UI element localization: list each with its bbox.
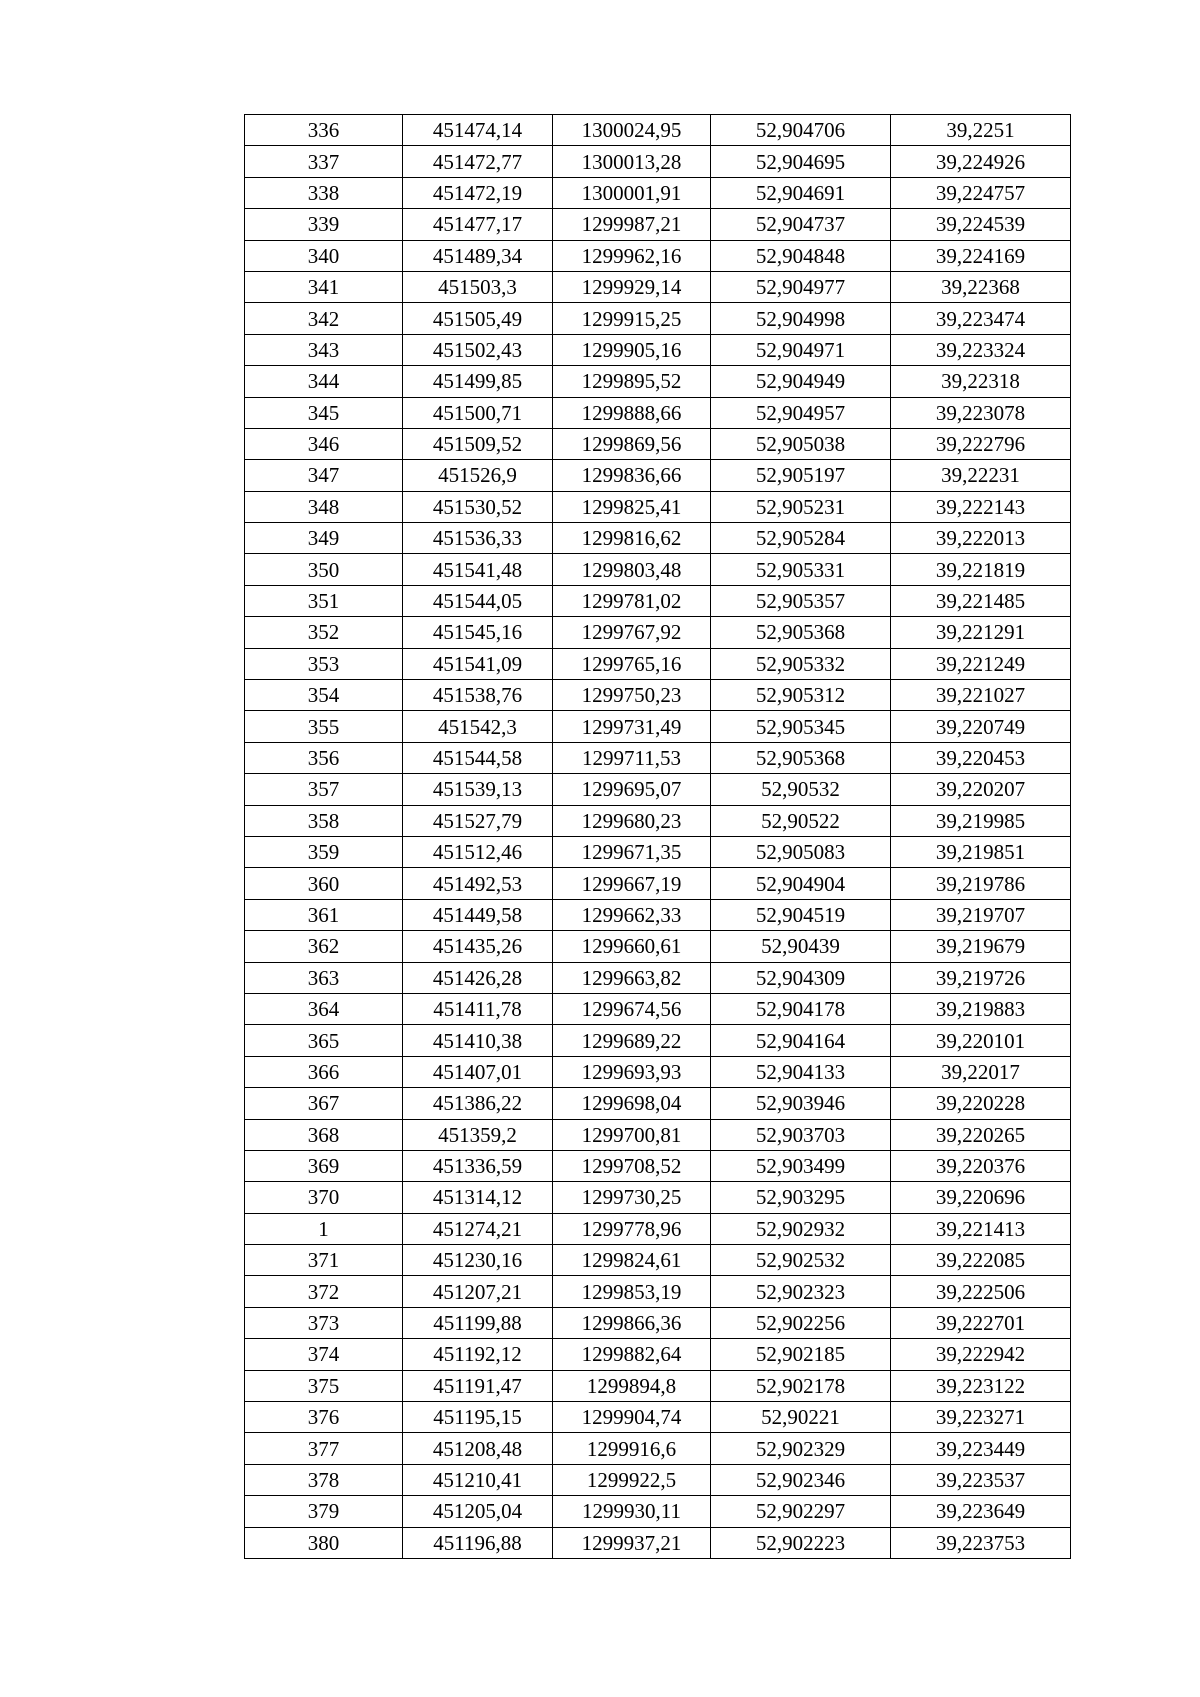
latitude-cell: 52,905284 — [711, 523, 891, 554]
y-coordinate-cell: 1300013,28 — [553, 146, 711, 177]
point-number-cell: 345 — [245, 397, 403, 428]
x-coordinate-cell: 451314,12 — [403, 1182, 553, 1213]
point-number-cell: 357 — [245, 774, 403, 805]
table-row — [245, 1433, 1071, 1464]
x-coordinate-cell: 451499,85 — [403, 366, 553, 397]
y-coordinate-cell: 1299894,8 — [553, 1370, 711, 1401]
point-number-cell: 368 — [245, 1119, 403, 1150]
latitude-cell: 52,904949 — [711, 366, 891, 397]
table-row — [245, 648, 1071, 679]
table-row — [245, 868, 1071, 899]
y-coordinate-cell: 1299663,82 — [553, 962, 711, 993]
longitude-cell: 39,222942 — [891, 1339, 1071, 1370]
table-row — [245, 1402, 1071, 1433]
table-row — [245, 460, 1071, 491]
x-coordinate-cell: 451512,46 — [403, 836, 553, 867]
x-coordinate-cell: 451207,21 — [403, 1276, 553, 1307]
x-coordinate-cell: 451359,2 — [403, 1119, 553, 1150]
y-coordinate-cell: 1300024,95 — [553, 115, 711, 146]
table-row — [245, 554, 1071, 585]
point-number-cell: 336 — [245, 115, 403, 146]
x-coordinate-cell: 451449,58 — [403, 899, 553, 930]
table-row — [245, 491, 1071, 522]
point-number-cell: 359 — [245, 836, 403, 867]
y-coordinate-cell: 1299730,25 — [553, 1182, 711, 1213]
x-coordinate-cell: 451538,76 — [403, 680, 553, 711]
point-number-cell: 375 — [245, 1370, 403, 1401]
point-number-cell: 356 — [245, 742, 403, 773]
point-number-cell: 369 — [245, 1150, 403, 1181]
table-row — [245, 146, 1071, 177]
latitude-cell: 52,904695 — [711, 146, 891, 177]
table-row — [245, 1464, 1071, 1495]
table-row — [245, 1245, 1071, 1276]
latitude-cell: 52,902329 — [711, 1433, 891, 1464]
longitude-cell: 39,220749 — [891, 711, 1071, 742]
x-coordinate-cell: 451544,58 — [403, 742, 553, 773]
point-number-cell: 370 — [245, 1182, 403, 1213]
longitude-cell: 39,223271 — [891, 1402, 1071, 1433]
y-coordinate-cell: 1299895,52 — [553, 366, 711, 397]
point-number-cell: 344 — [245, 366, 403, 397]
x-coordinate-cell: 451205,04 — [403, 1496, 553, 1527]
table-row — [245, 177, 1071, 208]
latitude-cell: 52,904977 — [711, 271, 891, 302]
point-number-cell: 355 — [245, 711, 403, 742]
table-row — [245, 1119, 1071, 1150]
table-row — [245, 366, 1071, 397]
y-coordinate-cell: 1299836,66 — [553, 460, 711, 491]
x-coordinate-cell: 451544,05 — [403, 585, 553, 616]
longitude-cell: 39,219883 — [891, 993, 1071, 1024]
latitude-cell: 52,904706 — [711, 115, 891, 146]
table-row — [245, 1276, 1071, 1307]
table-row — [245, 774, 1071, 805]
y-coordinate-cell: 1299869,56 — [553, 428, 711, 459]
table-row — [245, 1339, 1071, 1370]
table-row — [245, 1307, 1071, 1338]
x-coordinate-cell: 451536,33 — [403, 523, 553, 554]
latitude-cell: 52,90522 — [711, 805, 891, 836]
x-coordinate-cell: 451195,15 — [403, 1402, 553, 1433]
x-coordinate-cell: 451196,88 — [403, 1527, 553, 1558]
latitude-cell: 52,902932 — [711, 1213, 891, 1244]
latitude-cell: 52,902178 — [711, 1370, 891, 1401]
latitude-cell: 52,905038 — [711, 428, 891, 459]
longitude-cell: 39,223474 — [891, 303, 1071, 334]
table-row — [245, 1150, 1071, 1181]
y-coordinate-cell: 1299937,21 — [553, 1527, 711, 1558]
x-coordinate-cell: 451472,19 — [403, 177, 553, 208]
y-coordinate-cell: 1299929,14 — [553, 271, 711, 302]
latitude-cell: 52,902297 — [711, 1496, 891, 1527]
x-coordinate-cell: 451492,53 — [403, 868, 553, 899]
longitude-cell: 39,223078 — [891, 397, 1071, 428]
longitude-cell: 39,2251 — [891, 115, 1071, 146]
longitude-cell: 39,22017 — [891, 1056, 1071, 1087]
table-row — [245, 271, 1071, 302]
longitude-cell: 39,223449 — [891, 1433, 1071, 1464]
y-coordinate-cell: 1299803,48 — [553, 554, 711, 585]
longitude-cell: 39,223649 — [891, 1496, 1071, 1527]
point-number-cell: 376 — [245, 1402, 403, 1433]
point-number-cell: 351 — [245, 585, 403, 616]
point-number-cell: 380 — [245, 1527, 403, 1558]
longitude-cell: 39,219707 — [891, 899, 1071, 930]
longitude-cell: 39,223537 — [891, 1464, 1071, 1495]
point-number-cell: 378 — [245, 1464, 403, 1495]
point-number-cell: 338 — [245, 177, 403, 208]
y-coordinate-cell: 1299962,16 — [553, 240, 711, 271]
table-row — [245, 931, 1071, 962]
latitude-cell: 52,904998 — [711, 303, 891, 334]
table-row — [245, 711, 1071, 742]
y-coordinate-cell: 1299708,52 — [553, 1150, 711, 1181]
point-number-cell: 367 — [245, 1088, 403, 1119]
table-row — [245, 899, 1071, 930]
longitude-cell: 39,220265 — [891, 1119, 1071, 1150]
y-coordinate-cell: 1299698,04 — [553, 1088, 711, 1119]
y-coordinate-cell: 1299671,35 — [553, 836, 711, 867]
table-row — [245, 303, 1071, 334]
x-coordinate-cell: 451526,9 — [403, 460, 553, 491]
longitude-cell: 39,219985 — [891, 805, 1071, 836]
longitude-cell: 39,219679 — [891, 931, 1071, 962]
latitude-cell: 52,904178 — [711, 993, 891, 1024]
latitude-cell: 52,904848 — [711, 240, 891, 271]
x-coordinate-cell: 451208,48 — [403, 1433, 553, 1464]
x-coordinate-cell: 451545,16 — [403, 617, 553, 648]
table-row — [245, 428, 1071, 459]
table-row — [245, 1056, 1071, 1087]
y-coordinate-cell: 1299765,16 — [553, 648, 711, 679]
latitude-cell: 52,90221 — [711, 1402, 891, 1433]
longitude-cell: 39,220228 — [891, 1088, 1071, 1119]
x-coordinate-cell: 451230,16 — [403, 1245, 553, 1276]
longitude-cell: 39,219726 — [891, 962, 1071, 993]
point-number-cell: 379 — [245, 1496, 403, 1527]
x-coordinate-cell: 451386,22 — [403, 1088, 553, 1119]
latitude-cell: 52,903499 — [711, 1150, 891, 1181]
latitude-cell: 52,903295 — [711, 1182, 891, 1213]
point-number-cell: 360 — [245, 868, 403, 899]
x-coordinate-cell: 451502,43 — [403, 334, 553, 365]
x-coordinate-cell: 451426,28 — [403, 962, 553, 993]
y-coordinate-cell: 1299695,07 — [553, 774, 711, 805]
latitude-cell: 52,903946 — [711, 1088, 891, 1119]
x-coordinate-cell: 451503,3 — [403, 271, 553, 302]
longitude-cell: 39,219786 — [891, 868, 1071, 899]
y-coordinate-cell: 1299866,36 — [553, 1307, 711, 1338]
table-row — [245, 742, 1071, 773]
latitude-cell: 52,903703 — [711, 1119, 891, 1150]
coordinates-table-body — [245, 115, 1071, 1559]
longitude-cell: 39,22318 — [891, 366, 1071, 397]
y-coordinate-cell: 1299674,56 — [553, 993, 711, 1024]
point-number-cell: 350 — [245, 554, 403, 585]
table-row — [245, 680, 1071, 711]
y-coordinate-cell: 1299904,74 — [553, 1402, 711, 1433]
latitude-cell: 52,902185 — [711, 1339, 891, 1370]
point-number-cell: 365 — [245, 1025, 403, 1056]
y-coordinate-cell: 1299930,11 — [553, 1496, 711, 1527]
y-coordinate-cell: 1299660,61 — [553, 931, 711, 962]
latitude-cell: 52,905332 — [711, 648, 891, 679]
latitude-cell: 52,902223 — [711, 1527, 891, 1558]
y-coordinate-cell: 1299667,19 — [553, 868, 711, 899]
latitude-cell: 52,90532 — [711, 774, 891, 805]
x-coordinate-cell: 451274,21 — [403, 1213, 553, 1244]
x-coordinate-cell: 451505,49 — [403, 303, 553, 334]
longitude-cell: 39,220101 — [891, 1025, 1071, 1056]
longitude-cell: 39,222796 — [891, 428, 1071, 459]
latitude-cell: 52,905357 — [711, 585, 891, 616]
table-row — [245, 523, 1071, 554]
point-number-cell: 353 — [245, 648, 403, 679]
y-coordinate-cell: 1299778,96 — [553, 1213, 711, 1244]
latitude-cell: 52,905345 — [711, 711, 891, 742]
y-coordinate-cell: 1300001,91 — [553, 177, 711, 208]
latitude-cell: 52,904309 — [711, 962, 891, 993]
y-coordinate-cell: 1299888,66 — [553, 397, 711, 428]
table-row — [245, 397, 1071, 428]
table-row — [245, 585, 1071, 616]
table-row — [245, 1182, 1071, 1213]
table-row — [245, 1213, 1071, 1244]
point-number-cell: 372 — [245, 1276, 403, 1307]
latitude-cell: 52,904904 — [711, 868, 891, 899]
y-coordinate-cell: 1299662,33 — [553, 899, 711, 930]
table-row — [245, 334, 1071, 365]
y-coordinate-cell: 1299693,93 — [553, 1056, 711, 1087]
longitude-cell: 39,221485 — [891, 585, 1071, 616]
longitude-cell: 39,221291 — [891, 617, 1071, 648]
table-row — [245, 805, 1071, 836]
x-coordinate-cell: 451539,13 — [403, 774, 553, 805]
table-row — [245, 1527, 1071, 1558]
table-row — [245, 115, 1071, 146]
latitude-cell: 52,90439 — [711, 931, 891, 962]
latitude-cell: 52,902532 — [711, 1245, 891, 1276]
latitude-cell: 52,905083 — [711, 836, 891, 867]
y-coordinate-cell: 1299700,81 — [553, 1119, 711, 1150]
longitude-cell: 39,222085 — [891, 1245, 1071, 1276]
latitude-cell: 52,904519 — [711, 899, 891, 930]
latitude-cell: 52,904691 — [711, 177, 891, 208]
x-coordinate-cell: 451210,41 — [403, 1464, 553, 1495]
table-row — [245, 240, 1071, 271]
point-number-cell: 342 — [245, 303, 403, 334]
point-number-cell: 349 — [245, 523, 403, 554]
longitude-cell: 39,219851 — [891, 836, 1071, 867]
x-coordinate-cell: 451336,59 — [403, 1150, 553, 1181]
latitude-cell: 52,905231 — [711, 491, 891, 522]
y-coordinate-cell: 1299689,22 — [553, 1025, 711, 1056]
longitude-cell: 39,224757 — [891, 177, 1071, 208]
longitude-cell: 39,220453 — [891, 742, 1071, 773]
longitude-cell: 39,221413 — [891, 1213, 1071, 1244]
latitude-cell: 52,904971 — [711, 334, 891, 365]
latitude-cell: 52,904164 — [711, 1025, 891, 1056]
x-coordinate-cell: 451474,14 — [403, 115, 553, 146]
x-coordinate-cell: 451472,77 — [403, 146, 553, 177]
y-coordinate-cell: 1299680,23 — [553, 805, 711, 836]
x-coordinate-cell: 451542,3 — [403, 711, 553, 742]
table-row — [245, 1370, 1071, 1401]
x-coordinate-cell: 451411,78 — [403, 993, 553, 1024]
y-coordinate-cell: 1299905,16 — [553, 334, 711, 365]
latitude-cell: 52,905331 — [711, 554, 891, 585]
point-number-cell: 358 — [245, 805, 403, 836]
y-coordinate-cell: 1299781,02 — [553, 585, 711, 616]
x-coordinate-cell: 451407,01 — [403, 1056, 553, 1087]
longitude-cell: 39,221027 — [891, 680, 1071, 711]
longitude-cell: 39,223122 — [891, 1370, 1071, 1401]
y-coordinate-cell: 1299916,6 — [553, 1433, 711, 1464]
latitude-cell: 52,904133 — [711, 1056, 891, 1087]
x-coordinate-cell: 451509,52 — [403, 428, 553, 459]
point-number-cell: 343 — [245, 334, 403, 365]
latitude-cell: 52,905368 — [711, 742, 891, 773]
latitude-cell: 52,905312 — [711, 680, 891, 711]
point-number-cell: 361 — [245, 899, 403, 930]
table-row — [245, 1025, 1071, 1056]
y-coordinate-cell: 1299767,92 — [553, 617, 711, 648]
y-coordinate-cell: 1299915,25 — [553, 303, 711, 334]
point-number-cell: 340 — [245, 240, 403, 271]
y-coordinate-cell: 1299750,23 — [553, 680, 711, 711]
y-coordinate-cell: 1299711,53 — [553, 742, 711, 773]
point-number-cell: 377 — [245, 1433, 403, 1464]
longitude-cell: 39,22368 — [891, 271, 1071, 302]
table-row — [245, 1088, 1071, 1119]
point-number-cell: 362 — [245, 931, 403, 962]
x-coordinate-cell: 451527,79 — [403, 805, 553, 836]
y-coordinate-cell: 1299882,64 — [553, 1339, 711, 1370]
longitude-cell: 39,221819 — [891, 554, 1071, 585]
longitude-cell: 39,223324 — [891, 334, 1071, 365]
x-coordinate-cell: 451489,34 — [403, 240, 553, 271]
x-coordinate-cell: 451530,52 — [403, 491, 553, 522]
point-number-cell: 347 — [245, 460, 403, 491]
x-coordinate-cell: 451199,88 — [403, 1307, 553, 1338]
latitude-cell: 52,904737 — [711, 209, 891, 240]
y-coordinate-cell: 1299922,5 — [553, 1464, 711, 1495]
y-coordinate-cell: 1299825,41 — [553, 491, 711, 522]
point-number-cell: 354 — [245, 680, 403, 711]
x-coordinate-cell: 451191,47 — [403, 1370, 553, 1401]
longitude-cell: 39,222013 — [891, 523, 1071, 554]
y-coordinate-cell: 1299816,62 — [553, 523, 711, 554]
latitude-cell: 52,902346 — [711, 1464, 891, 1495]
x-coordinate-cell: 451500,71 — [403, 397, 553, 428]
point-number-cell: 348 — [245, 491, 403, 522]
table-row — [245, 1496, 1071, 1527]
point-number-cell: 363 — [245, 962, 403, 993]
point-number-cell: 337 — [245, 146, 403, 177]
y-coordinate-cell: 1299731,49 — [553, 711, 711, 742]
latitude-cell: 52,902323 — [711, 1276, 891, 1307]
longitude-cell: 39,220376 — [891, 1150, 1071, 1181]
x-coordinate-cell: 451410,38 — [403, 1025, 553, 1056]
point-number-cell: 364 — [245, 993, 403, 1024]
table-row — [245, 962, 1071, 993]
x-coordinate-cell: 451477,17 — [403, 209, 553, 240]
longitude-cell: 39,221249 — [891, 648, 1071, 679]
table-row — [245, 836, 1071, 867]
point-number-cell: 346 — [245, 428, 403, 459]
y-coordinate-cell: 1299824,61 — [553, 1245, 711, 1276]
longitude-cell: 39,220207 — [891, 774, 1071, 805]
coordinates-table — [244, 114, 1071, 1559]
latitude-cell: 52,905197 — [711, 460, 891, 491]
longitude-cell: 39,224169 — [891, 240, 1071, 271]
longitude-cell: 39,222506 — [891, 1276, 1071, 1307]
y-coordinate-cell: 1299987,21 — [553, 209, 711, 240]
x-coordinate-cell: 451541,09 — [403, 648, 553, 679]
longitude-cell: 39,223753 — [891, 1527, 1071, 1558]
point-number-cell: 374 — [245, 1339, 403, 1370]
y-coordinate-cell: 1299853,19 — [553, 1276, 711, 1307]
x-coordinate-cell: 451192,12 — [403, 1339, 553, 1370]
point-number-cell: 1 — [245, 1213, 403, 1244]
longitude-cell: 39,222701 — [891, 1307, 1071, 1338]
point-number-cell: 352 — [245, 617, 403, 648]
x-coordinate-cell: 451541,48 — [403, 554, 553, 585]
point-number-cell: 339 — [245, 209, 403, 240]
latitude-cell: 52,905368 — [711, 617, 891, 648]
point-number-cell: 371 — [245, 1245, 403, 1276]
x-coordinate-cell: 451435,26 — [403, 931, 553, 962]
latitude-cell: 52,904957 — [711, 397, 891, 428]
table-row — [245, 993, 1071, 1024]
longitude-cell: 39,222143 — [891, 491, 1071, 522]
table-row — [245, 209, 1071, 240]
point-number-cell: 341 — [245, 271, 403, 302]
latitude-cell: 52,902256 — [711, 1307, 891, 1338]
table-row — [245, 617, 1071, 648]
longitude-cell: 39,22231 — [891, 460, 1071, 491]
longitude-cell: 39,220696 — [891, 1182, 1071, 1213]
point-number-cell: 366 — [245, 1056, 403, 1087]
point-number-cell: 373 — [245, 1307, 403, 1338]
longitude-cell: 39,224539 — [891, 209, 1071, 240]
longitude-cell: 39,224926 — [891, 146, 1071, 177]
